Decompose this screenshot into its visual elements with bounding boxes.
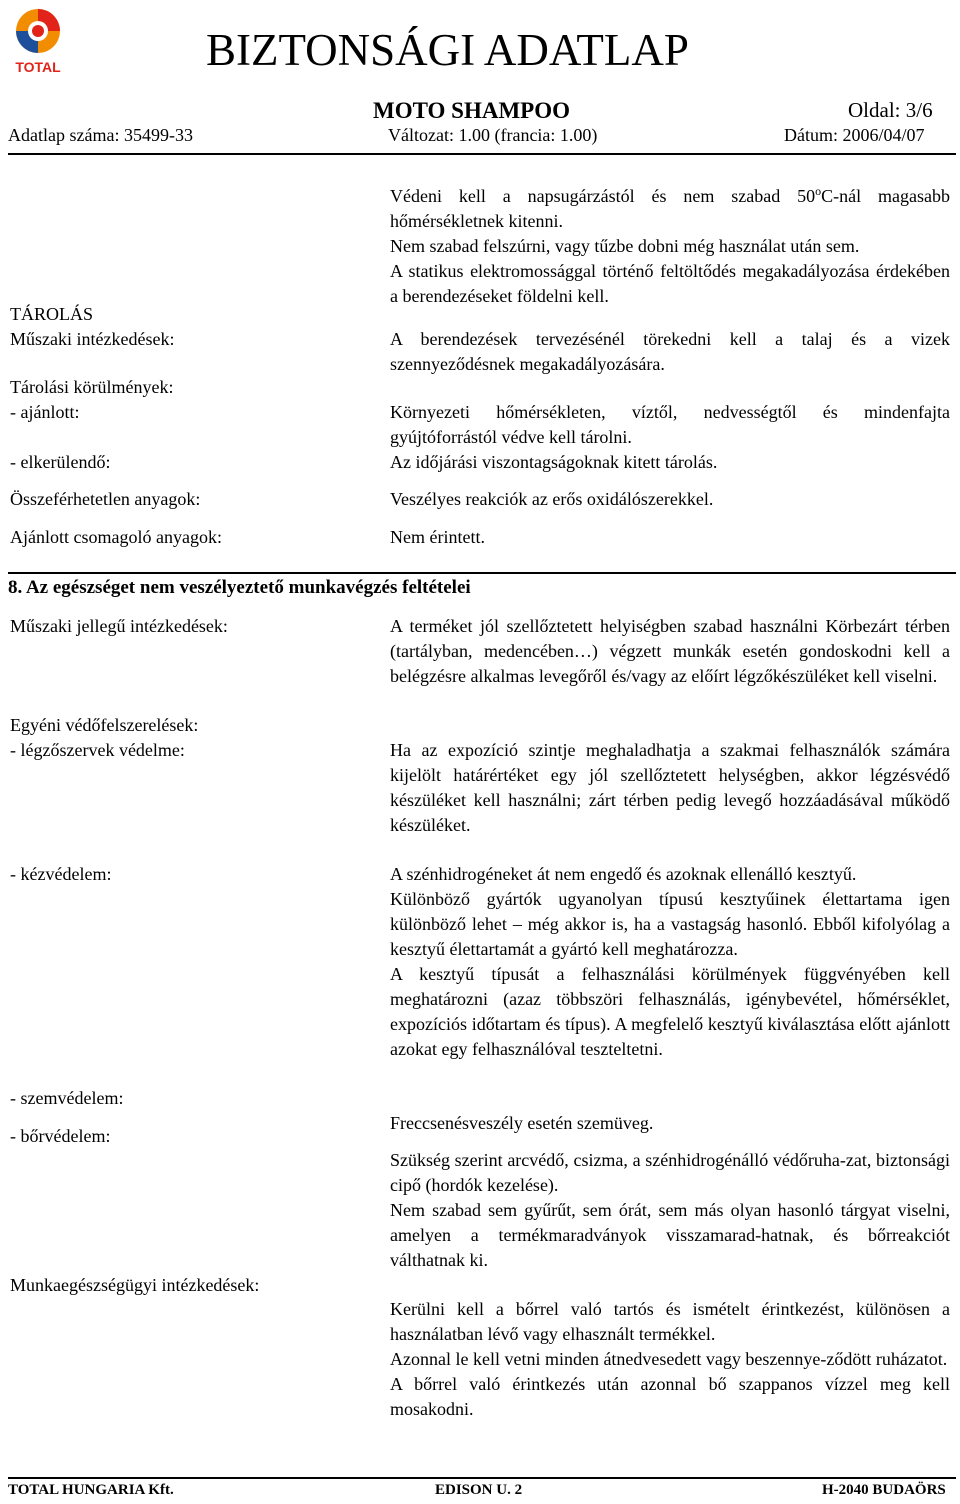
header-divider	[8, 153, 956, 155]
skin-value-2: Nem szabad sem gyűrűt, sem órát, sem más olyan hasonló tárgyat viselni, amelyen a termékmaradványok visszamarad-hatnak, és bőrreakciót válthatnak ki.	[390, 1200, 950, 1270]
respiratory-label: - légzőszervek védelme:	[10, 740, 185, 760]
footer-street: EDISON U. 2	[435, 1482, 523, 1498]
storage-line1-end: C-nál magasabb hőmérsékletnek kitenni.	[390, 186, 950, 231]
section8-title: 8. Az egészséget nem veszélyeztető munkavégzés feltételei	[8, 577, 471, 598]
recommended-label: - ajánlott:	[10, 402, 80, 422]
hand-protection-label: - kézvédelem:	[10, 864, 112, 884]
document-title: BIZTONSÁGI ADATLAP	[206, 25, 689, 75]
technical-measures-label: Műszaki intézkedések:	[10, 329, 175, 349]
hygiene-value-1: Kerülni kell a bőrrel való tartós és ismételt érintkezést, különösen a használatban lévő vagy elhasznált termékkel.	[390, 1299, 950, 1344]
hand-value-2: Különböző gyártók ugyanolyan típusú kesztyűinek élettartama igen különböző lehet – még akkor is, ha a vastagság hasonló. Ebből kifolyólag a kesztyű élettartamát a gyártó kell meghatározza.	[390, 889, 950, 959]
engineering-controls-value: A terméket jól szellőztetett helyiségben szabad használni Körbezárt térben (tartályban, medencében…) végzett munkák esetén gondoskodni kell a belégzésre alkalmas levegőről és/vagy az előírt légzőkészüléket kell viselni.	[390, 616, 950, 686]
section8-divider	[8, 572, 956, 574]
date: Dátum: 2006/04/07	[784, 125, 925, 145]
hand-value-1: A szénhidrogéneket át nem engedő és azoknak ellenálló kesztyű.	[390, 864, 857, 884]
storage-line1: Védeni kell a napsugárzástól és nem szabad 50	[390, 186, 816, 206]
storage-line3: A statikus elektromossággal történő feltöltődés megakadályozása érdekében a berendezéseket földelni kell.	[390, 261, 950, 306]
degree-sup: o	[815, 184, 822, 198]
packaging-label: Ajánlott csomagoló anyagok:	[10, 527, 222, 547]
recommended-value: Környezeti hőmérsékleten, víztől, nedvességtől és mindenfajta gyújtóforrástól védve kell tárolni.	[390, 402, 950, 447]
engineering-controls-label: Műszaki jellegű intézkedések:	[10, 616, 228, 636]
packaging-value: Nem érintett.	[390, 527, 485, 547]
storage-conditions-label: Tárolási körülmények:	[10, 377, 174, 397]
hand-protection-value	[390, 862, 950, 1062]
total-logo-icon	[8, 6, 68, 76]
avoid-label: - elkerülendő:	[10, 452, 111, 472]
skin-value-1: Szükség szerint arcvédő, csizma, a szénhidrogénálló védőruha-zat, biztonsági cipő (hordók kezelése).	[390, 1150, 950, 1195]
storage-line2: Nem szabad felszúrni, vagy tűzbe dobni még használat után sem.	[390, 236, 860, 256]
product-name: MOTO SHAMPOO	[373, 98, 570, 123]
hygiene-value	[390, 1297, 950, 1422]
skin-protection-value	[390, 1148, 950, 1273]
ppe-label: Egyéni védőfelszerelések:	[10, 715, 199, 735]
incompatible-label: Összeférhetetlen anyagok:	[10, 489, 201, 509]
version: Változat: 1.00 (francia: 1.00)	[388, 125, 598, 145]
eye-protection-value: Freccsenésveszély esetén szemüveg.	[390, 1113, 654, 1133]
total-logo	[8, 6, 68, 76]
storage-intro	[390, 179, 950, 309]
incompatible-value: Veszélyes reakciók az erős oxidálószerekkel.	[390, 489, 714, 509]
storage-heading: TÁROLÁS	[10, 304, 94, 324]
footer-divider	[8, 1477, 956, 1479]
hygiene-value-2: Azonnal le kell vetni minden átnedvesedett vagy beszennye-ződött ruházatot.	[390, 1349, 948, 1369]
sheet-number: Adatlap száma: 35499-33	[8, 125, 193, 145]
skin-protection-label: - bőrvédelem:	[10, 1126, 111, 1146]
footer-city: H-2040 BUDAÖRS	[822, 1482, 946, 1498]
eye-protection-label: - szemvédelem:	[10, 1088, 124, 1108]
hand-value-3: A kesztyű típusát a felhasználási körülmények függvényében kell meghatározni (azaz többszöri felhasználás, igénybevétel, hőmérséklet, expozíciós időtartam és típus). A megfelelő kesztyű kiválasztása előtt ajánlott azokat egy felhasználóval teszteltetni.	[390, 964, 950, 1059]
logo-text: TOTAL	[15, 59, 61, 75]
avoid-value: Az időjárási viszontagságoknak kitett tárolás.	[390, 452, 718, 472]
hygiene-value-3: A bőrrel való érintkezés után azonnal bő szappanos vízzel meg kell mosakodni.	[390, 1374, 950, 1419]
page-number: Oldal: 3/6	[848, 98, 933, 122]
respiratory-value: Ha az expozíció szintje meghaladhatja a szakmai felhasználók számára kijelölt határértéket egy jól szellőztetett helységben, akkor légzésvédő készüléket kell használni; zárt térben pedig levegő hozzáadásával működő készüléket.	[390, 740, 950, 835]
technical-measures-value: A berendezések tervezésénél törekedni kell a talaj és a vizek szennyeződésnek megakadályozására.	[390, 329, 950, 374]
hygiene-label: Munkaegészségügyi intézkedések:	[10, 1275, 260, 1295]
footer-company: TOTAL HUNGARIA Kft.	[8, 1482, 174, 1498]
